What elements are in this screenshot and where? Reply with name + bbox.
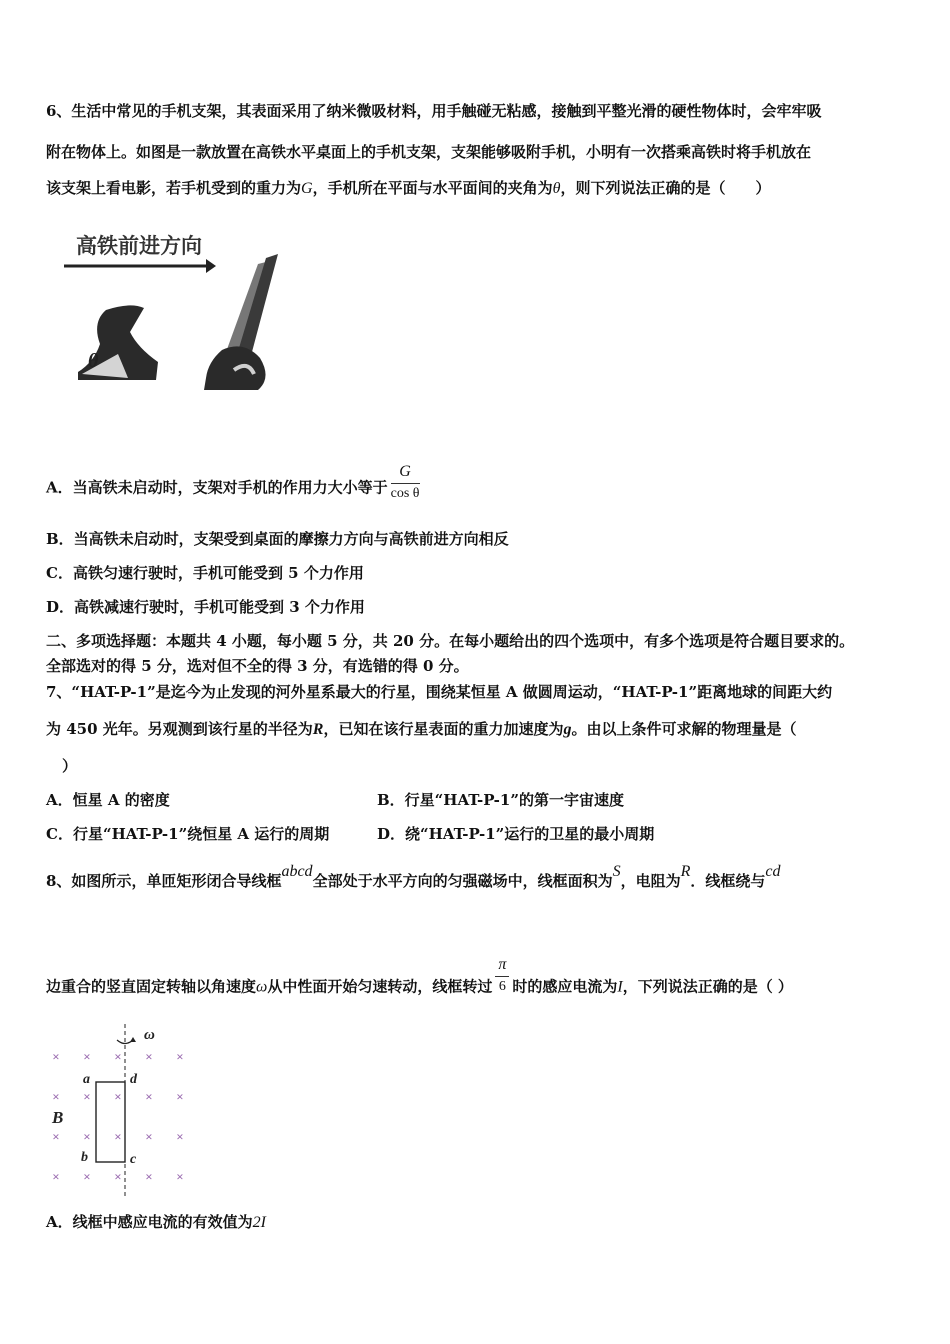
phone-stand-right: [204, 254, 278, 390]
symbol-G: G: [301, 180, 313, 197]
field-cross: ×: [176, 1049, 184, 1064]
q8-line-2-a: 边重合的竖直固定转轴以角速度: [46, 977, 257, 996]
q8-option-a-text: A．线框中感应电流的有效值为: [46, 1213, 253, 1231]
symbol-R: R: [312, 721, 324, 738]
q6-option-d: D．高铁减速行驶时，手机可能受到 3 个力作用: [46, 598, 365, 616]
q8-line-2-d: ，下列说法正确的是（ ）: [622, 977, 793, 996]
q8-option-a-value: 2I: [252, 1214, 266, 1231]
fraction-denominator: 6: [498, 979, 506, 994]
magnetic-field-crosses: [52, 1049, 183, 1184]
q6-option-c: C．高铁匀速行驶时，手机可能受到 5 个力作用: [46, 564, 364, 582]
field-cross: ×: [176, 1129, 184, 1144]
field-cross: ×: [52, 1129, 60, 1144]
label-omega: ω: [144, 1027, 155, 1043]
q8-line-1-a: 8、如图所示，单匝矩形闭合导线框: [46, 872, 282, 890]
q8-line-1-c: ，电阻为: [620, 872, 681, 890]
q8-line-1-b: 全部处于水平方向的匀强磁场中，线框面积为: [312, 872, 613, 890]
q6-line-3-c: ，则下列说法正确的是（ ）: [560, 179, 771, 197]
figure-theta: θ: [88, 350, 99, 372]
symbol-S: S: [612, 863, 621, 880]
q6-option-a: [46, 463, 423, 508]
label-b: b: [81, 1150, 88, 1165]
field-cross: ×: [83, 1169, 91, 1184]
field-cross: ×: [145, 1089, 153, 1104]
q6-line-3-b: ，手机所在平面与水平面间的夹角为: [312, 179, 553, 197]
field-cross: ×: [83, 1129, 91, 1144]
fraction-pi-over-6: [495, 956, 509, 995]
q7-option-a: A．恒星 A 的密度: [46, 791, 170, 809]
field-cross: ×: [176, 1169, 184, 1184]
magnetic-field-figure: [44, 1020, 204, 1200]
section-2-line-1: 二、多项选择题：本题共 4 小题，每小题 5 分，共 20 分。在每小题给出的四个选项中，有多个选项是符合题目要求的。: [46, 632, 855, 650]
field-cross: ×: [83, 1089, 91, 1104]
q7-line-2: [46, 718, 796, 739]
fraction-denominator: cos θ: [390, 486, 420, 501]
q8-line-1: [46, 863, 781, 891]
field-cross: ×: [83, 1049, 91, 1064]
label-B: B: [52, 1108, 64, 1127]
field-cross: ×: [114, 1049, 122, 1064]
phone-stand-figure: [58, 222, 288, 397]
arrow-right-icon: [64, 259, 216, 273]
field-cross: ×: [176, 1089, 184, 1104]
symbol-R: R: [680, 863, 691, 880]
q7-line-2-b: ，已知在该行星表面的重力加速度为: [323, 720, 564, 738]
fraction-numerator: G: [391, 463, 420, 484]
field-cross: ×: [52, 1089, 60, 1104]
field-cross: ×: [145, 1169, 153, 1184]
symbol-theta: θ: [552, 180, 561, 197]
label-c: c: [130, 1152, 137, 1167]
field-cross: ×: [145, 1129, 153, 1144]
field-cross: ×: [52, 1169, 60, 1184]
figure-caption: 高铁前进方向: [76, 234, 202, 258]
fraction-numerator: π: [495, 956, 509, 977]
rotation-arrowhead: [130, 1037, 136, 1042]
q6-option-a-text: A．当高铁未启动时，支架对手机的作用力大小等于: [46, 478, 388, 497]
q8-option-a: [46, 1211, 266, 1232]
q8-line-1-d: ．线框绕与: [690, 872, 766, 890]
q6-line-3: [46, 177, 770, 198]
q8-line-2-c: 时的感应电流为: [512, 977, 618, 996]
q8-line-2-b: 从中性面开始匀速转动，线框转过: [267, 977, 493, 996]
field-cross: ×: [114, 1129, 122, 1144]
fraction-G-over-cos-theta: [391, 463, 420, 502]
field-cross: ×: [52, 1049, 60, 1064]
q7-option-b: B．行星“HAT-P-1”的第一宇宙速度: [377, 791, 624, 809]
q7-line-1: 7、“HAT-P-1”是迄今为止发现的河外星系最大的行星，围绕某恒星 A 做圆周运动，“HAT-P-1”距离地球的间距大约: [46, 683, 833, 701]
label-a: a: [83, 1072, 90, 1087]
symbol-abcd: abcd: [281, 863, 313, 880]
q7-line-2-c: 。由以上条件可求解的物理量是（: [571, 720, 797, 738]
q6-option-b: B．当高铁未启动时，支架受到桌面的摩擦力方向与高铁前进方向相反: [46, 530, 509, 548]
section-2-line-2: 全部选对的得 5 分，选对但不全的得 3 分，有选错的得 0 分。: [46, 657, 469, 675]
field-cross: ×: [114, 1089, 122, 1104]
q7-line-2-a: 为 450 光年。另观测到该行星的半径为: [46, 720, 313, 738]
symbol-g: g: [563, 721, 572, 738]
q8-line-2: [46, 956, 793, 1007]
q7-line-3: ）: [62, 757, 78, 775]
field-cross: ×: [114, 1169, 122, 1184]
q6-line-3-a: 该支架上看电影，若手机受到的重力为: [46, 179, 302, 197]
symbol-cd: cd: [765, 863, 781, 880]
q6-line-1: 6、生活中常见的手机支架，其表面采用了纳米微吸材料，用手触碰无粘感，接触到平整光滑的硬性物体时，会牢牢吸: [46, 102, 822, 120]
field-cross: ×: [145, 1049, 153, 1064]
label-d: d: [130, 1072, 137, 1087]
symbol-I: I: [617, 978, 623, 996]
q6-line-2: 附在物体上。如图是一款放置在高铁水平桌面上的手机支架，支架能够吸附手机，小明有一次搭乘高铁时将手机放在: [46, 143, 812, 161]
q7-option-c: C．行星“HAT-P-1”绕恒星 A 运行的周期: [46, 825, 330, 843]
q7-option-d: D．绕“HAT-P-1”运行的卫星的最小周期: [377, 825, 655, 843]
symbol-omega: ω: [256, 978, 268, 996]
